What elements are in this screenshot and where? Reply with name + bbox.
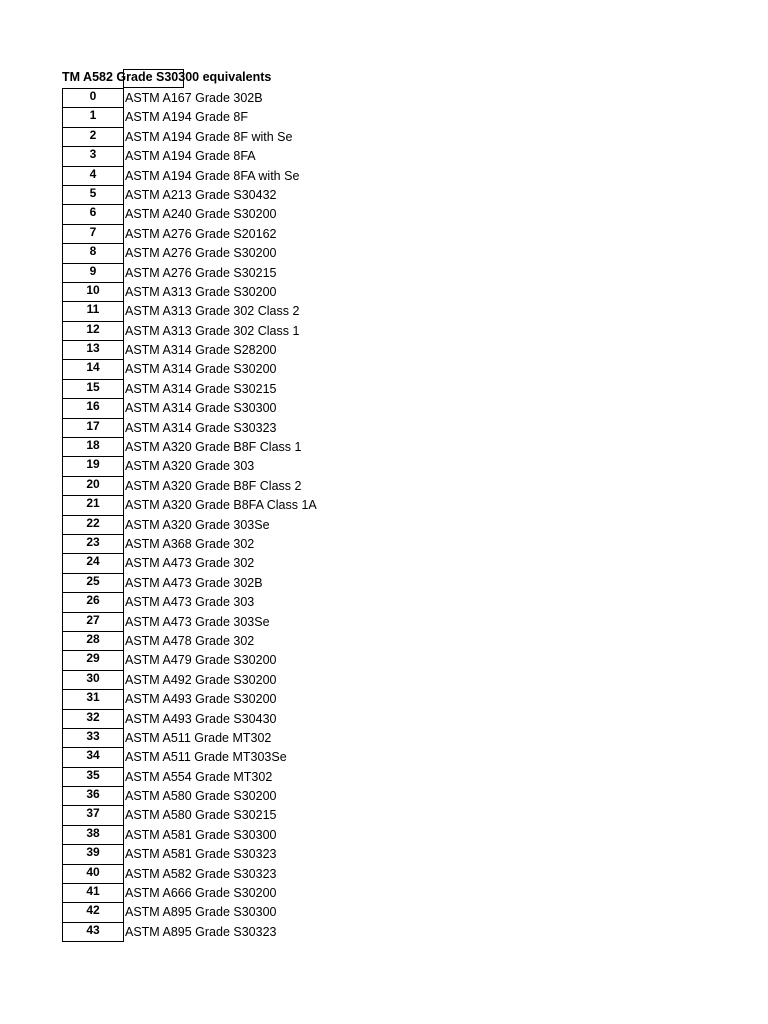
- row-index-cell[interactable]: 1: [62, 107, 124, 127]
- list-item: [0, 650, 700, 669]
- row-index-cell[interactable]: 18: [62, 437, 124, 457]
- row-index-cell[interactable]: 19: [62, 456, 124, 476]
- row-index-cell[interactable]: 43: [62, 922, 124, 942]
- list-item: [0, 282, 700, 301]
- list-item: [0, 379, 700, 398]
- list-item: [0, 747, 700, 766]
- list-item: [0, 127, 700, 146]
- list-item: [0, 185, 700, 204]
- list-item: [0, 321, 700, 340]
- row-index-cell[interactable]: 9: [62, 263, 124, 283]
- equivalent-grade-text: ASTM A479 Grade S30200: [125, 653, 277, 668]
- row-index-cell[interactable]: 10: [62, 282, 124, 302]
- row-index-cell[interactable]: 5: [62, 185, 124, 205]
- list-item: [0, 340, 700, 359]
- list-item: [0, 786, 700, 805]
- row-index-cell[interactable]: 34: [62, 747, 124, 767]
- equivalent-grade-text: ASTM A493 Grade S30430: [125, 711, 277, 726]
- equivalent-grade-text: ASTM A194 Grade 8F: [125, 110, 248, 125]
- list-item: [0, 844, 700, 863]
- equivalent-grade-text: ASTM A581 Grade S30300: [125, 827, 277, 842]
- equivalent-grade-text: ASTM A313 Grade 302 Class 2: [125, 304, 300, 319]
- list-item: [0, 805, 700, 824]
- list-item: [0, 534, 700, 553]
- equivalent-grade-text: ASTM A276 Grade S30200: [125, 246, 277, 261]
- list-item: [0, 631, 700, 650]
- row-index-cell[interactable]: 35: [62, 767, 124, 787]
- equivalent-grade-text: ASTM A368 Grade 302: [125, 536, 255, 551]
- row-index-cell[interactable]: 25: [62, 573, 124, 593]
- row-index-cell[interactable]: 29: [62, 650, 124, 670]
- equivalent-grade-text: ASTM A473 Grade 303Se: [125, 614, 270, 629]
- equivalent-grade-text: ASTM A895 Grade S30323: [125, 924, 277, 939]
- equivalent-grade-text: ASTM A276 Grade S30215: [125, 265, 277, 280]
- row-index-cell[interactable]: 2: [62, 127, 124, 147]
- row-index-cell[interactable]: 36: [62, 786, 124, 806]
- row-index-cell[interactable]: 22: [62, 515, 124, 535]
- equivalent-grade-text: ASTM A320 Grade 303Se: [125, 517, 270, 532]
- row-index-cell[interactable]: 13: [62, 340, 124, 360]
- equivalent-grade-text: ASTM A194 Grade 8FA with Se: [125, 168, 300, 183]
- selected-cell-outline: [123, 69, 184, 88]
- equivalent-grade-text: ASTM A473 Grade 302B: [125, 575, 263, 590]
- row-index-cell[interactable]: 17: [62, 418, 124, 438]
- equivalent-grade-text: ASTM A167 Grade 302B: [125, 91, 263, 105]
- row-index-cell[interactable]: 12: [62, 321, 124, 341]
- list-item: [0, 515, 700, 534]
- list-item: [0, 224, 700, 243]
- equivalent-grade-text: ASTM A580 Grade S30215: [125, 808, 277, 823]
- row-index-cell[interactable]: 8: [62, 243, 124, 263]
- row-index-cell[interactable]: 6: [62, 204, 124, 224]
- list-item: [0, 689, 700, 708]
- row-index-cell[interactable]: 39: [62, 844, 124, 864]
- list-item: [0, 670, 700, 689]
- row-index-cell[interactable]: 21: [62, 495, 124, 515]
- equivalent-grade-text: ASTM A314 Grade S30200: [125, 362, 277, 377]
- list-item: [0, 263, 700, 282]
- row-index-cell[interactable]: 20: [62, 476, 124, 496]
- list-item: [0, 418, 700, 437]
- equivalent-grade-text: ASTM A582 Grade S30323: [125, 866, 277, 881]
- list-item: [0, 553, 700, 572]
- row-index-cell[interactable]: 0: [62, 88, 124, 108]
- row-index-cell[interactable]: 4: [62, 166, 124, 186]
- equivalent-grade-text: ASTM A895 Grade S30300: [125, 905, 277, 920]
- list-item: [0, 495, 700, 514]
- equivalent-grade-text: ASTM A313 Grade 302 Class 1: [125, 323, 300, 338]
- equivalent-grade-text: ASTM A276 Grade S20162: [125, 226, 277, 241]
- equivalent-grade-text: ASTM A492 Grade S30200: [125, 672, 277, 687]
- list-item: [0, 728, 700, 747]
- list-item: [0, 243, 700, 262]
- list-item: [0, 573, 700, 592]
- row-index-cell[interactable]: 16: [62, 398, 124, 418]
- equivalent-grade-text: ASTM A580 Grade S30200: [125, 789, 277, 804]
- list-item: [0, 146, 700, 165]
- row-index-cell[interactable]: 14: [62, 359, 124, 379]
- equivalent-grade-text: ASTM A320 Grade B8F Class 2: [125, 478, 302, 493]
- list-item: [0, 204, 700, 223]
- row-index-cell[interactable]: 28: [62, 631, 124, 651]
- row-index-cell[interactable]: 42: [62, 902, 124, 922]
- list-item: [0, 456, 700, 475]
- list-item: [0, 864, 700, 883]
- row-index-cell[interactable]: 26: [62, 592, 124, 612]
- list-item: [0, 902, 700, 921]
- equivalent-grade-text: ASTM A320 Grade B8F Class 1: [125, 440, 302, 455]
- sheet-title: TM A582 Grade S30300 equivalents: [62, 70, 272, 84]
- row-index-cell[interactable]: 37: [62, 805, 124, 825]
- row-index-cell[interactable]: 24: [62, 553, 124, 573]
- equivalent-grade-text: ASTM A313 Grade S30200: [125, 284, 277, 299]
- row-index-cell[interactable]: 31: [62, 689, 124, 709]
- row-index-cell[interactable]: 30: [62, 670, 124, 690]
- list-item: [0, 437, 700, 456]
- equivalent-grade-text: ASTM A314 Grade S30300: [125, 401, 277, 416]
- row-index-cell[interactable]: 23: [62, 534, 124, 554]
- list-item: [0, 398, 700, 417]
- row-index-cell[interactable]: 7: [62, 224, 124, 244]
- equivalent-grade-text: ASTM A314 Grade S28200: [125, 343, 277, 358]
- row-index-cell[interactable]: 3: [62, 146, 124, 166]
- equivalent-grade-text: ASTM A511 Grade MT302: [125, 730, 272, 745]
- list-item: [0, 107, 700, 126]
- row-index-cell[interactable]: 11: [62, 301, 124, 321]
- equivalent-grade-text: ASTM A554 Grade MT302: [125, 769, 273, 784]
- equivalent-grade-text: ASTM A320 Grade 303: [125, 459, 255, 474]
- equivalent-grade-text: ASTM A240 Grade S30200: [125, 207, 277, 222]
- equivalent-grade-text: ASTM A666 Grade S30200: [125, 886, 277, 901]
- equivalent-grade-text: ASTM A213 Grade S30432: [125, 187, 277, 202]
- list-item: [0, 166, 700, 185]
- list-item: [0, 709, 700, 728]
- equivalent-grade-text: ASTM A314 Grade S30215: [125, 381, 277, 396]
- list-item: [0, 301, 700, 320]
- row-index-cell[interactable]: 33: [62, 728, 124, 748]
- row-index-cell[interactable]: 32: [62, 709, 124, 729]
- row-index-cell[interactable]: 15: [62, 379, 124, 399]
- list-item: [0, 825, 700, 844]
- row-index-cell[interactable]: 27: [62, 612, 124, 632]
- list-item: [0, 922, 700, 941]
- list-item: [0, 767, 700, 786]
- row-index-cell[interactable]: 41: [62, 883, 124, 903]
- equivalent-grade-text: ASTM A511 Grade MT303Se: [125, 750, 287, 765]
- equivalent-grade-text: ASTM A194 Grade 8FA: [125, 149, 256, 164]
- equivalent-grade-text: ASTM A478 Grade 302: [125, 633, 255, 648]
- list-item: [0, 359, 700, 378]
- equivalent-grade-text: ASTM A473 Grade 303: [125, 595, 255, 610]
- list-item: [0, 612, 700, 631]
- equivalents-list: [0, 88, 700, 941]
- equivalent-grade-text: ASTM A581 Grade S30323: [125, 847, 277, 862]
- equivalent-grade-text: ASTM A320 Grade B8FA Class 1A: [125, 498, 317, 513]
- equivalent-grade-text: ASTM A314 Grade S30323: [125, 420, 277, 435]
- row-index-cell[interactable]: 38: [62, 825, 124, 845]
- row-index-cell[interactable]: 40: [62, 864, 124, 884]
- list-item: [0, 883, 700, 902]
- equivalent-grade-text: ASTM A493 Grade S30200: [125, 692, 277, 707]
- equivalent-grade-text: ASTM A473 Grade 302: [125, 556, 255, 571]
- list-item: [0, 592, 700, 611]
- list-item: [0, 476, 700, 495]
- equivalent-grade-text: ASTM A194 Grade 8F with Se: [125, 129, 293, 144]
- list-item: [0, 88, 700, 107]
